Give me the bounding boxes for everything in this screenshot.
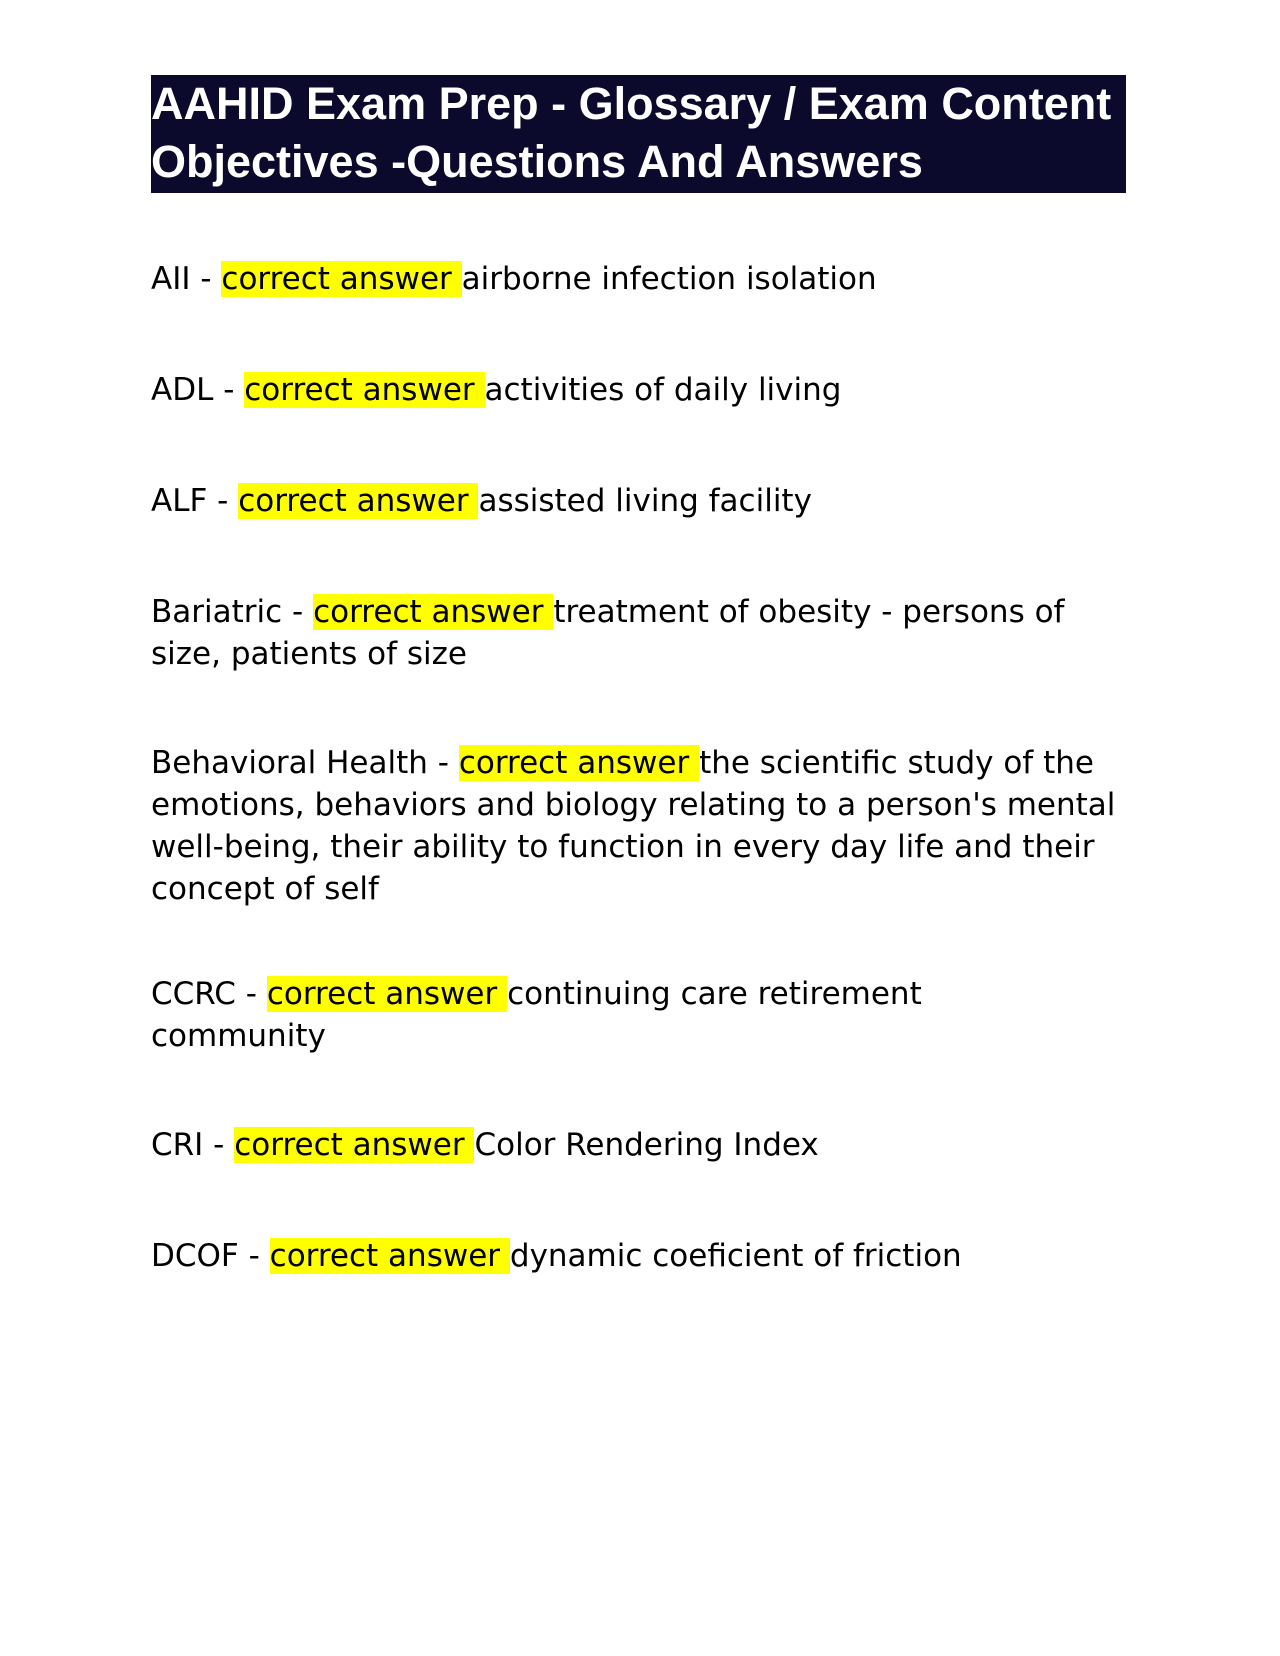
entry-separator: - [203, 1127, 235, 1163]
glossary-entry [151, 591, 1081, 675]
entry-definition: treatment of obesity - persons of size, patients of size [151, 594, 1065, 672]
document-page [151, 75, 1126, 1274]
entry-definition: activities of daily living [484, 372, 842, 408]
glossary-entry [151, 973, 991, 1057]
entry-definition: assisted living facility [478, 483, 812, 519]
entry-definition: dynamic coeficient of friction [509, 1238, 962, 1274]
answer-highlight: correct answer [313, 594, 554, 630]
entry-separator: - [238, 1238, 270, 1274]
answer-highlight: correct answer [221, 261, 462, 297]
entry-definition: continuing care retirement community [151, 976, 922, 1054]
glossary-entry [151, 1124, 1131, 1166]
entry-term: AII [151, 261, 191, 297]
glossary-entry [151, 369, 1131, 411]
entry-term: ALF [151, 483, 208, 519]
entry-definition: Color Rendering Index [474, 1127, 819, 1163]
glossary-entry [151, 1235, 1131, 1277]
entry-separator: - [427, 745, 459, 781]
answer-highlight: correct answer [244, 372, 485, 408]
glossary-entry [151, 742, 1131, 910]
entry-definition: airborne infection isolation [461, 261, 877, 297]
answer-highlight: correct answer [266, 976, 508, 1012]
answer-highlight: correct answer [458, 745, 700, 781]
entry-separator: - [235, 976, 267, 1012]
answer-highlight: correct answer [269, 1238, 510, 1274]
answer-highlight: correct answer [234, 1127, 475, 1163]
entry-separator: - [213, 372, 245, 408]
entry-separator: - [282, 594, 314, 630]
entry-definition: the scientific study of the emotions, behaviors and biology relating to a person's mental well-being, their ability to function in every day life and their concept of self [151, 745, 1116, 907]
entry-term: Behavioral Health [151, 745, 428, 781]
entry-separator: - [190, 261, 222, 297]
entry-separator: - [207, 483, 239, 519]
document-title: AAHID Exam Prep - Glossary / Exam Content Objectives -Questions And Answers [151, 75, 1126, 193]
entry-term: CCRC [151, 976, 236, 1012]
entry-term: DCOF [151, 1238, 239, 1274]
entry-term: ADL [151, 372, 214, 408]
entry-term: Bariatric [151, 594, 283, 630]
entry-term: CRI [151, 1127, 204, 1163]
glossary-entry [151, 480, 1131, 522]
answer-highlight: correct answer [238, 483, 479, 519]
glossary-entry [151, 258, 1131, 300]
